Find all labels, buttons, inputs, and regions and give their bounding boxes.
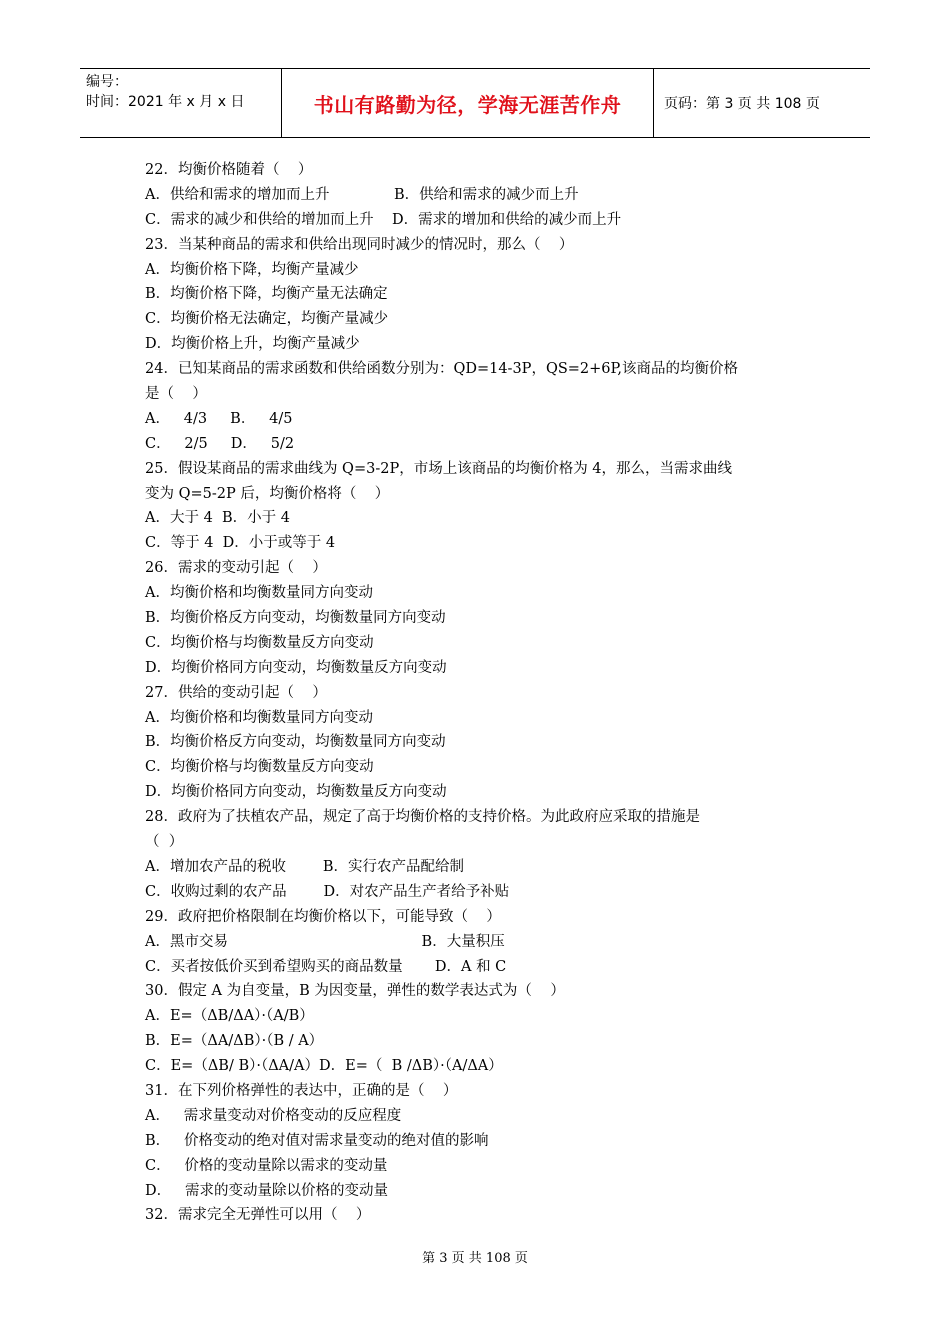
text-line: D．均衡价格同方向变动，均衡数量反方向变动 xyxy=(145,659,447,676)
text-line: 26．需求的变动引起（ ） xyxy=(145,560,327,577)
text-line: A．黑市交易 B．大量积压 xyxy=(145,933,505,950)
text-line: A．均衡价格下降，均衡产量减少 xyxy=(145,261,359,278)
header-page-cell xyxy=(654,69,870,137)
text-line: 29．政府把价格限制在均衡价格以下，可能导致（ ） xyxy=(145,908,501,925)
motto: 书山有路勤为径，学海无涯苦作舟 xyxy=(313,92,622,117)
text-line: 变为 Q=5-2P 后，均衡价格将（ ） xyxy=(145,485,390,502)
text-line: C．E=（ΔB/ B）·（ΔA/A）D．E=（ B /ΔB）·（A/ΔA） xyxy=(145,1058,503,1075)
code-label: 编号： xyxy=(86,74,128,90)
header-meta xyxy=(80,69,282,137)
text-line: 31．在下列价格弹性的表达中，正确的是（ ） xyxy=(145,1082,458,1099)
text-line: C．等于 4 D．小于或等于 4 xyxy=(145,535,336,552)
page-info: 页码：第 3 页 共 108 页 xyxy=(664,96,820,112)
text-line: D．均衡价格上升，均衡产量减少 xyxy=(145,336,360,353)
date-label: 时间：2021 年 x 月 x 日 xyxy=(86,94,245,110)
text-line: C．均衡价格无法确定，均衡产量减少 xyxy=(145,311,389,328)
text-line: 23．当某种商品的需求和供给出现同时减少的情况时，那么（ ） xyxy=(145,236,574,253)
text-line: D．均衡价格同方向变动，均衡数量反方向变动 xyxy=(145,784,447,801)
text-line: B． 价格变动的绝对值对需求量变动的绝对值的影响 xyxy=(145,1132,489,1149)
text-line: C．买者按低价买到希望购买的商品数量 D．A 和 C xyxy=(145,958,507,975)
text-line: 24．已知某商品的需求函数和供给函数分别为：QD=14-3P，QS=2+6P,该商品的均衡价格 xyxy=(145,361,738,378)
text-line: C． 价格的变动量除以需求的变动量 xyxy=(145,1157,388,1174)
text-line: （ ） xyxy=(145,834,184,851)
document-body xyxy=(145,158,825,1228)
text-line: C．均衡价格与均衡数量反方向变动 xyxy=(145,759,374,776)
text-line: B．均衡价格反方向变动，均衡数量同方向变动 xyxy=(145,734,446,751)
page-header xyxy=(80,68,870,138)
text-line: 28．政府为了扶植农产品，规定了高于均衡价格的支持价格。为此政府应采取的措施是 xyxy=(145,809,700,826)
text-line: A．均衡价格和均衡数量同方向变动 xyxy=(145,585,373,602)
text-line: 27．供给的变动引起（ ） xyxy=(145,684,327,701)
text-line: A．增加农产品的税收 B．实行农产品配给制 xyxy=(145,858,464,875)
text-line: C．需求的减少和供给的增加而上升 D．需求的增加和供给的减少而上升 xyxy=(145,211,622,228)
text-line: A．E=（ΔB/ΔA）·（A/B） xyxy=(145,1008,314,1025)
text-line: C．收购过剩的农产品 D．对农产品生产者给予补贴 xyxy=(145,883,510,900)
text-line: C． 2/5 D． 5/2 xyxy=(145,435,295,452)
text-line: 是（ ） xyxy=(145,386,207,403)
text-line: A．大于 4 B．小于 4 xyxy=(145,510,291,527)
text-line: 30．假定 A 为自变量，B 为因变量，弹性的数学表达式为（ ） xyxy=(145,983,565,1000)
text-line: 32．需求完全无弹性可以用（ ） xyxy=(145,1207,371,1224)
text-line: B．E=（ΔA/ΔB）·（B / A） xyxy=(145,1033,324,1050)
text-line: A． 4/3 B． 4/5 xyxy=(145,410,293,427)
text-line: 25．假设某商品的需求曲线为 Q=3-2P，市场上该商品的均衡价格为 4，那么，当需求曲线 xyxy=(145,460,733,477)
header-motto-cell xyxy=(282,69,654,137)
text-line: B．均衡价格反方向变动，均衡数量同方向变动 xyxy=(145,610,446,627)
page-footer: 第 3 页 共 108 页 xyxy=(422,1251,528,1266)
text-line: 22．均衡价格随着（ ） xyxy=(145,162,313,178)
text-line: A．均衡价格和均衡数量同方向变动 xyxy=(145,709,373,726)
text-line: C．均衡价格与均衡数量反方向变动 xyxy=(145,634,374,651)
text-line: A．供给和需求的增加而上升 B．供给和需求的减少而上升 xyxy=(145,186,579,203)
text-line: D． 需求的变动量除以价格的变动量 xyxy=(145,1182,388,1199)
text-line: B．均衡价格下降，均衡产量无法确定 xyxy=(145,286,388,303)
text-line: A． 需求量变动对价格变动的反应程度 xyxy=(145,1107,402,1124)
